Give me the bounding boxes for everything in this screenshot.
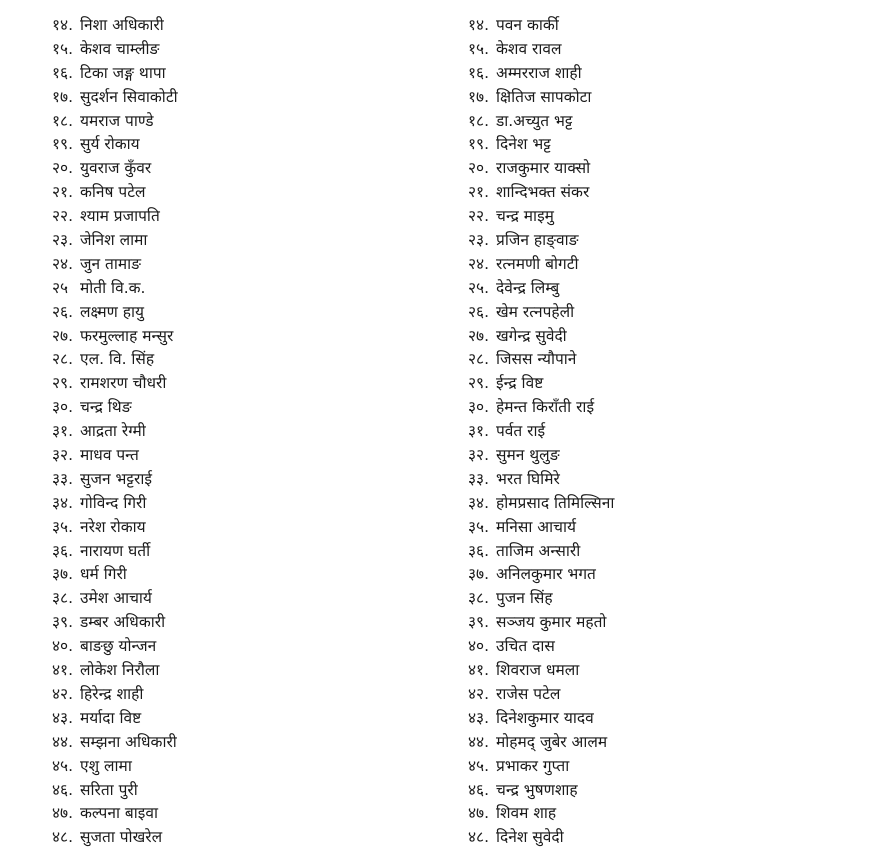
list-item <box>52 14 432 38</box>
entry-name: दिनेशकुमार यादव <box>496 708 594 727</box>
entry-number: ३६. <box>52 541 74 560</box>
entry-name: एल. वि. सिंह <box>80 350 155 369</box>
entry-name: दिनेश भट्ट <box>496 135 551 154</box>
entry-name: माधव पन्त <box>80 446 139 465</box>
list-item <box>468 14 868 38</box>
list-item <box>52 468 432 492</box>
entry-number: ४३. <box>468 708 490 727</box>
list-item <box>52 587 432 611</box>
entry-number: ४६. <box>52 780 74 799</box>
entry-name: नरेश रोकाय <box>80 517 146 536</box>
entry-name: रामशरण चौधरी <box>80 374 167 393</box>
entry-number: ४०. <box>52 637 74 656</box>
list-item <box>52 802 432 826</box>
list-item <box>468 38 868 62</box>
entry-name: राजकुमार याक्सो <box>496 159 591 178</box>
list-item <box>52 325 432 349</box>
list-item <box>468 563 868 587</box>
list-item <box>52 253 432 277</box>
list-item <box>52 396 432 420</box>
entry-name: ताजिम अन्सारी <box>496 541 581 560</box>
list-item <box>52 492 432 516</box>
entry-name: लोकेश निरौला <box>80 661 160 680</box>
list-item <box>468 86 868 110</box>
list-item <box>52 277 432 301</box>
list-item <box>468 779 868 803</box>
entry-name: डम्बर अधिकारी <box>80 613 166 632</box>
entry-number: ३७. <box>468 565 490 584</box>
entry-number: ३९. <box>52 613 74 632</box>
entry-number: २२. <box>468 207 490 226</box>
list-item <box>52 372 432 396</box>
list-item <box>468 157 868 181</box>
entry-name: मनिसा आचार्य <box>496 517 576 536</box>
entry-name: देवेन्द्र लिम्बु <box>496 278 560 297</box>
list-item <box>468 635 868 659</box>
entry-name: कल्पना बाइवा <box>80 804 159 823</box>
entry-name: पर्वत राई <box>496 422 546 441</box>
entry-number: ४२. <box>52 684 74 703</box>
list-item <box>468 301 868 325</box>
entry-name: जुन तामाङ <box>80 254 142 273</box>
list-item <box>468 396 868 420</box>
entry-name: श्याम प्रजापति <box>80 207 160 226</box>
entry-name: खगेन्द्र सुवेदी <box>496 326 567 345</box>
list-item <box>468 229 868 253</box>
list-item <box>468 468 868 492</box>
entry-name: भरत घिमिरे <box>496 469 560 488</box>
entry-number: ४५. <box>468 756 490 775</box>
entry-number: २२. <box>52 207 74 226</box>
entry-name: रत्नमणी बोगटी <box>496 254 579 273</box>
list-item <box>468 683 868 707</box>
entry-number: ३२. <box>468 446 490 465</box>
entry-name: चन्द्र थिङ <box>80 398 132 417</box>
list-item <box>52 826 432 850</box>
entry-number: १५. <box>52 39 74 58</box>
list-item <box>468 587 868 611</box>
entry-name: डा.अच्युत भट्ट <box>496 111 573 130</box>
list-item <box>468 253 868 277</box>
entry-number: २१. <box>52 183 74 202</box>
list-item <box>52 38 432 62</box>
entry-number: १७. <box>468 87 490 106</box>
entry-name: क्षितिज सापकोटा <box>496 87 592 106</box>
list-item <box>468 826 868 850</box>
list-item <box>468 133 868 157</box>
right-name-column <box>468 14 868 850</box>
entry-name: केशव चाम्लीङ <box>80 39 160 58</box>
list-item <box>468 110 868 134</box>
entry-number: ३५. <box>468 517 490 536</box>
entry-number: २०. <box>52 159 74 178</box>
entry-number: २६. <box>52 302 74 321</box>
entry-name: जेनिश लामा <box>80 231 148 250</box>
entry-name: होमप्रसाद तिमिल्सिना <box>496 493 615 512</box>
list-item <box>52 420 432 444</box>
entry-number: २३. <box>468 231 490 250</box>
entry-name: निशा अधिकारी <box>80 16 164 34</box>
list-item <box>52 563 432 587</box>
entry-number: ३७. <box>52 565 74 584</box>
entry-name: चन्द्र भुषणशाह <box>496 780 578 799</box>
entry-name: चन्द्र माइमु <box>496 207 554 226</box>
entry-name: एशु लामा <box>80 756 132 775</box>
list-item <box>468 277 868 301</box>
entry-number: ३४. <box>468 493 490 512</box>
entry-number: १९. <box>52 135 74 154</box>
entry-number: ४१. <box>468 661 490 680</box>
entry-name: कनिष पटेल <box>80 183 146 202</box>
entry-name: ईन्द्र विष्ट <box>496 374 544 393</box>
entry-number: ४४. <box>52 732 74 751</box>
list-item <box>52 731 432 755</box>
entry-number: ४८. <box>468 828 490 847</box>
entry-number: ४७. <box>52 804 74 823</box>
entry-number: ३१. <box>52 422 74 441</box>
list-item <box>52 683 432 707</box>
list-item <box>52 779 432 803</box>
entry-number: ४२. <box>468 684 490 703</box>
entry-name: सुमन थुलुङ <box>496 446 560 465</box>
list-item <box>52 157 432 181</box>
list-item <box>52 635 432 659</box>
entry-number: २५ <box>52 278 69 297</box>
entry-name: आद्रता रेग्मी <box>80 422 146 441</box>
list-item <box>52 205 432 229</box>
entry-name: सञ्जय कुमार महतो <box>496 613 607 632</box>
entry-name: सुर्य रोकाय <box>80 135 140 154</box>
list-item <box>52 86 432 110</box>
entry-name: फरमुल्लाह मन्सुर <box>80 326 174 345</box>
list-item <box>468 181 868 205</box>
entry-number: २०. <box>468 159 490 178</box>
entry-number: १८. <box>52 111 74 130</box>
list-item <box>468 420 868 444</box>
entry-number: ३६. <box>468 541 490 560</box>
entry-name: मोहमद् जुबेर आलम <box>496 732 608 751</box>
list-item <box>468 492 868 516</box>
entry-number: ४०. <box>468 637 490 656</box>
entry-name: सुजता पोखरेल <box>80 828 163 847</box>
left-name-column <box>52 14 432 850</box>
entry-name: गोविन्द गिरी <box>80 493 147 512</box>
list-item <box>52 444 432 468</box>
entry-number: १६. <box>468 63 490 82</box>
entry-number: ३०. <box>468 398 490 417</box>
list-item <box>468 372 868 396</box>
list-item <box>52 611 432 635</box>
entry-number: २४. <box>52 254 74 273</box>
entry-number: ३४. <box>52 493 74 512</box>
entry-number: ४८. <box>52 828 74 847</box>
entry-number: २९. <box>52 374 74 393</box>
entry-name: शान्दिभक्त संकर <box>496 183 590 202</box>
list-item <box>52 348 432 372</box>
entry-name: हिरेन्द्र शाही <box>80 684 144 703</box>
list-item <box>468 755 868 779</box>
entry-name: मर्यादा विष्ट <box>80 708 142 727</box>
list-item <box>468 444 868 468</box>
entry-name: युवराज कुँवर <box>80 159 152 178</box>
list-item <box>52 516 432 540</box>
entry-number: ४७. <box>468 804 490 823</box>
entry-name: सुजन भट्टराई <box>80 469 152 488</box>
entry-name: शिवराज धमला <box>496 661 580 680</box>
entry-name: लक्ष्मण हायु <box>80 302 145 321</box>
entry-name: उमेश आचार्य <box>80 589 152 608</box>
list-item <box>52 181 432 205</box>
entry-number: २७. <box>52 326 74 345</box>
entry-number: ४५. <box>52 756 74 775</box>
list-item <box>52 540 432 564</box>
entry-name: टिका जङ्ग थापा <box>80 63 166 82</box>
entry-name: हेमन्त किराँती राई <box>496 398 595 417</box>
entry-number: १९. <box>468 135 490 154</box>
list-item <box>52 659 432 683</box>
entry-name: राजेस पटेल <box>496 684 561 703</box>
entry-name: प्रजिन हाङ्वाङ <box>496 231 579 250</box>
entry-name: पवन कार्की <box>496 16 559 34</box>
entry-name: केशव रावल <box>496 39 562 58</box>
list-item <box>52 110 432 134</box>
entry-number: ४१. <box>52 661 74 680</box>
entry-name: प्रभाकर गुप्ता <box>496 756 570 775</box>
entry-number: ३५. <box>52 517 74 536</box>
entry-number: ३०. <box>52 398 74 417</box>
entry-number: २७. <box>468 326 490 345</box>
entry-number: २९. <box>468 374 490 393</box>
entry-number: २४. <box>468 254 490 273</box>
list-item <box>52 755 432 779</box>
list-item <box>468 348 868 372</box>
list-item <box>468 325 868 349</box>
entry-name: शिवम शाह <box>496 804 557 823</box>
entry-name: अनिलकुमार भगत <box>496 565 596 584</box>
entry-number: ४३. <box>52 708 74 727</box>
entry-number: १६. <box>52 63 74 82</box>
entry-name: सम्झना अधिकारी <box>80 732 177 751</box>
entry-name: खेम रत्नपहेली <box>496 302 575 321</box>
list-item <box>468 731 868 755</box>
entry-name: अम्मरराज शाही <box>496 63 582 82</box>
entry-number: ३९. <box>468 613 490 632</box>
entry-number: ३१. <box>468 422 490 441</box>
entry-number: ४४. <box>468 732 490 751</box>
entry-number: २६. <box>468 302 490 321</box>
list-item <box>468 611 868 635</box>
entry-number: ४६. <box>468 780 490 799</box>
list-item <box>468 62 868 86</box>
entry-number: २५. <box>468 278 490 297</box>
entry-name: मोती वि.क. <box>80 278 146 297</box>
entry-number: १४. <box>52 16 74 34</box>
entry-number: १४. <box>468 16 490 34</box>
list-item <box>52 301 432 325</box>
list-item <box>52 229 432 253</box>
list-item <box>52 62 432 86</box>
entry-number: ३३. <box>52 469 74 488</box>
entry-number: २८. <box>468 350 490 369</box>
entry-name: धर्म गिरी <box>80 565 127 584</box>
list-item <box>468 205 868 229</box>
entry-name: नारायण घर्ती <box>80 541 151 560</box>
entry-number: ३८. <box>52 589 74 608</box>
entry-name: दिनेश सुवेदी <box>496 828 564 847</box>
entry-number: २३. <box>52 231 74 250</box>
entry-number: ३८. <box>468 589 490 608</box>
entry-name: सरिता पुरी <box>80 780 138 799</box>
entry-name: यमराज पाण्डे <box>80 111 154 130</box>
list-item <box>468 707 868 731</box>
entry-name: पुजन सिंह <box>496 589 553 608</box>
entry-number: ३३. <box>468 469 490 488</box>
entry-name: उचित दास <box>496 637 555 656</box>
list-item <box>468 540 868 564</box>
list-item <box>468 802 868 826</box>
entry-number: २८. <box>52 350 74 369</box>
entry-name: सुदर्शन सिवाकोटी <box>80 87 178 106</box>
entry-number: ३२. <box>52 446 74 465</box>
entry-name: बाङछु योन्जन <box>80 637 157 656</box>
list-item <box>468 659 868 683</box>
entry-number: १७. <box>52 87 74 106</box>
entry-name: जिसस न्यौपाने <box>496 350 577 369</box>
entry-number: १८. <box>468 111 490 130</box>
list-item <box>468 516 868 540</box>
entry-number: २१. <box>468 183 490 202</box>
entry-number: १५. <box>468 39 490 58</box>
list-item <box>52 133 432 157</box>
list-item <box>52 707 432 731</box>
